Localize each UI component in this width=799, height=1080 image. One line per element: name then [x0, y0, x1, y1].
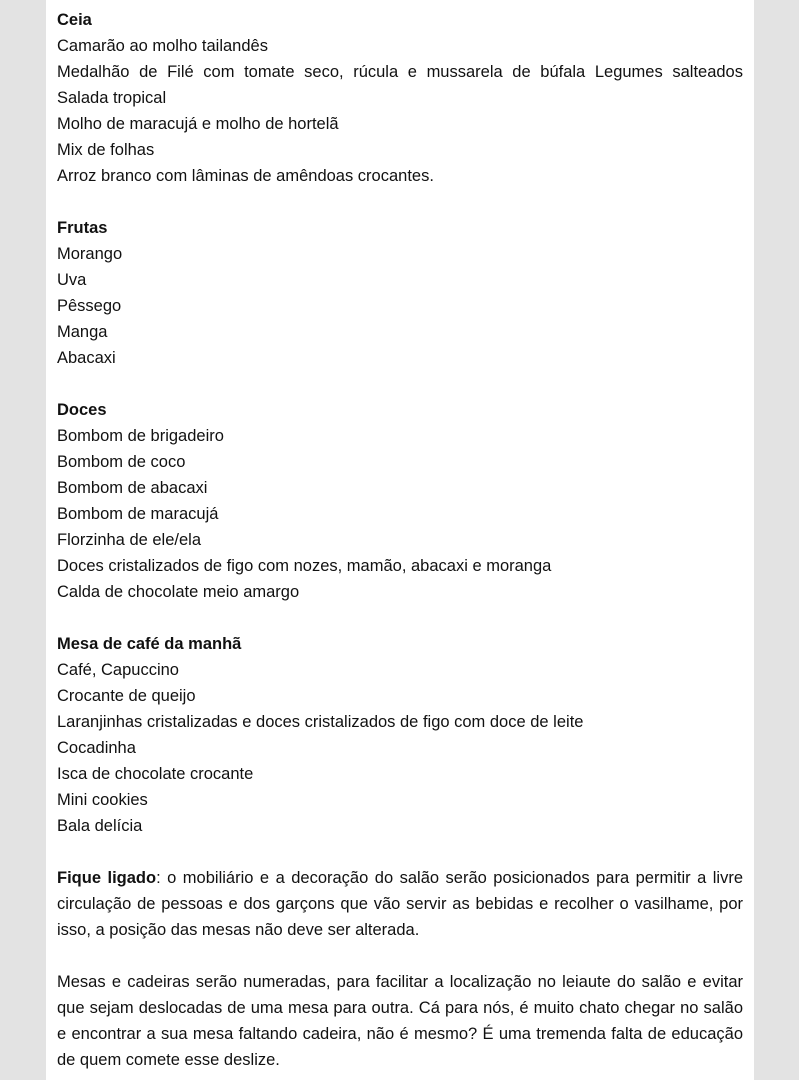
- spacer: [57, 839, 743, 865]
- article-content: [57, 7, 743, 1073]
- notice-text: : o mobiliário e a decoração do salão serão posicionados para permitir a livre circulação de pessoas e dos garçons que vão servir as bebidas e recolher o vasilhame, por isso, a posição das mesas não deve ser alterada.: [57, 869, 744, 939]
- list-item: Bombom de maracujá: [57, 505, 219, 523]
- list-item: Laranjinhas cristalizadas e doces cristalizados de figo com doce de leite: [57, 713, 584, 731]
- list-item: Calda de chocolate meio amargo: [57, 583, 300, 601]
- menu-section-ceia: [57, 7, 743, 189]
- list-item: Camarão ao molho tailandês: [57, 37, 268, 55]
- list-item: Bombom de coco: [57, 453, 186, 471]
- section-title: Frutas: [57, 219, 108, 237]
- notice-label: Fique ligado: [57, 869, 157, 887]
- list-item: Doces cristalizados de figo com nozes, mamão, abacaxi e moranga: [57, 557, 552, 575]
- list-item: Florzinha de ele/ela: [57, 531, 202, 549]
- section-title: Mesa de café da manhã: [57, 635, 242, 653]
- closing-paragraph: Mesas e cadeiras serão numeradas, para facilitar a localização no leiaute do salão e evitar que sejam deslocadas de uma mesa para outra. Cá para nós, é muito chato chegar no salão e encontrar a sua mesa faltando cadeira, não é mesmo? É uma tremenda falta de educação de quem comete esse deslize.: [57, 973, 743, 1069]
- menu-section-doces: [57, 397, 743, 605]
- notice-paragraph: [57, 865, 743, 943]
- list-item: Cocadinha: [57, 739, 136, 757]
- list-item: Café, Capuccino: [57, 661, 179, 679]
- spacer: [57, 605, 743, 631]
- spacer: [57, 371, 743, 397]
- list-item: Pêssego: [57, 297, 122, 315]
- list-item: Bombom de brigadeiro: [57, 427, 224, 445]
- page: [46, 0, 754, 1080]
- list-item: Bombom de abacaxi: [57, 479, 208, 497]
- menu-section-cafe-da-manha: [57, 631, 743, 839]
- menu-section-frutas: [57, 215, 743, 371]
- list-item: Bala delícia: [57, 817, 143, 835]
- list-item: Mini cookies: [57, 791, 148, 809]
- list-item: Crocante de queijo: [57, 687, 196, 705]
- section-title: Doces: [57, 401, 107, 419]
- list-item: Morango: [57, 245, 123, 263]
- list-item: Molho de maracujá e molho de hortelã: [57, 115, 339, 133]
- list-item: Abacaxi: [57, 349, 116, 367]
- list-item: Salada tropical: [57, 89, 167, 107]
- list-item: Mix de folhas: [57, 141, 155, 159]
- list-item: Manga: [57, 323, 108, 341]
- list-item: Uva: [57, 271, 87, 289]
- list-item: Isca de chocolate crocante: [57, 765, 254, 783]
- spacer: [57, 189, 743, 215]
- section-title: Ceia: [57, 11, 92, 29]
- list-item: Arroz branco com lâminas de amêndoas crocantes.: [57, 167, 434, 185]
- list-item: Medalhão de Filé com tomate seco, rúcula e mussarela de búfala Legumes salteados: [57, 63, 743, 81]
- spacer: [57, 943, 743, 969]
